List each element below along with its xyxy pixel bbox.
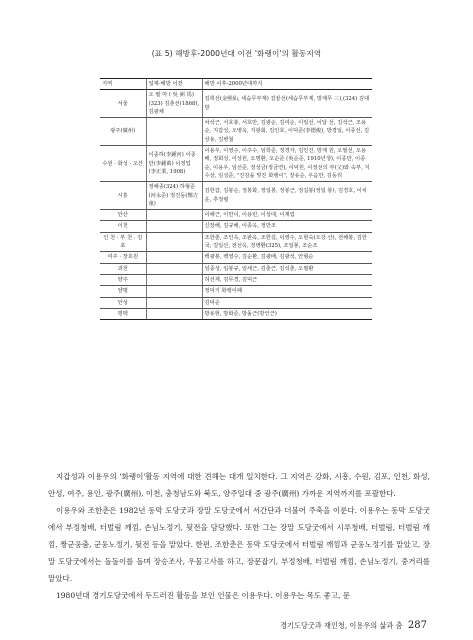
table-header-row	[100, 79, 372, 90]
running-title: 경기도당굿과 재인청, 이용우의 삶과 춤	[280, 621, 403, 630]
after-cell: 이용우, 이영수, 이주수, 임학준, 정경자, 김인진, 방계 원, 오필선, 오용배, 정회성, 이상원, 오명환, 오순준 (吳순준, 1910년생), 이종만, 이종순, 이용우, 임선준, 정성금(정금연), 이덕원, 이정선의 부(父)와 숙부, 지 수상, 임성준, "진감을 빚진 화랭이", 장유순, 우음만, 김동리	[202, 146, 372, 182]
table-row	[100, 252, 372, 263]
before-cell	[146, 263, 202, 274]
before-cell	[146, 286, 202, 297]
before-cell	[146, 232, 202, 252]
after-cell: 김덕순	[202, 297, 372, 308]
table-row	[100, 308, 372, 319]
region-cell: 서울	[100, 90, 146, 118]
before-cell: 오 필 마 ( 吳 弼 馬)(323) 김춘선(1868), 김광채	[146, 90, 202, 118]
before-cell	[146, 297, 202, 308]
before-cell: 이종하(李鍾河) 이종만(李鍾萬) 이정업 (李正業, 1908)	[146, 146, 202, 182]
region-cell: 여주 · 장호원	[100, 252, 146, 263]
page-number: 287	[407, 620, 427, 631]
table-row	[100, 274, 372, 285]
table-caption: (표 5) 해방후-2000년대 이전 '화랭이'의 활동지역	[151, 49, 322, 58]
before-cell	[146, 308, 202, 319]
body-text	[48, 468, 430, 604]
table-row	[100, 146, 372, 182]
region-cell: 인 천 · 부 천 · 김포	[100, 232, 146, 252]
table-row	[100, 182, 372, 210]
paragraph: 이용우와 조한춘은 1982년 동막 도당굿과 장말 도당굿에서 서간단과 더불어 주축을 이룬다. 이용우는 동막 도당굿에서 부정청배, 터벌림 깨낌, 손님노정기, 뒷전을 담당했다. 또한 그는 장말 도당굿에서 시루청배, 터벌림, 터벌림 깨낌, 짱군웅춤, 군웅노정기, 뒷전 등을 맡았다. 한편, 조한춘은 동막 도당굿에서 터벌림 깨낌과 군웅노정기를 맡았고, 장말 도당굿에서는 돌돌이를 돌며 장승조사, 우물고사를 하고, 장문잡기, 부정청배, 터벌림 깨낌, 손님노정기, 중거리를 맡았다.	[48, 506, 430, 583]
before-cell	[146, 252, 202, 263]
after-cell: 임종성, 임봉규, 임세근, 김춘근, 김석춘, 오필환	[202, 263, 372, 274]
region-cell: 평택	[100, 308, 146, 319]
after-cell: 백광봉, 백영수, 김순환, 김광배, 김광석, 안형순	[202, 252, 372, 263]
region-cell: 이천	[100, 221, 146, 232]
before-cell: 정해종(324) 하형준(河永준) 정진동(鄭吉童)	[146, 182, 202, 210]
after-cell: 차석근, 서호봉, 서호만, 김광순, 김여순, 이일선, 이달 선, 김석근, 조용순, 지갑성, 오병옥, 지광회, 김인호, 이덕준(李德俊), 방경일, 이종선, 김상용, 김병철	[202, 118, 372, 146]
after-cell: 조한춘, 조인옥, 조판옥, 조한길, 이영수, 오현숙(오강 산), 전해봉, 김한국, 김일산, 전선옥, 정병환(325), 조일봉, 조순조	[202, 232, 372, 252]
before-cell	[146, 210, 202, 221]
region-cell: 수원 · 화성 · 오산	[100, 146, 146, 182]
before-cell	[146, 118, 202, 146]
after-cell: 정덕기 화랭이패	[202, 286, 372, 297]
after-cell: 허선재, 김무경, 김덕근	[202, 274, 372, 285]
table-row	[100, 263, 372, 274]
table-row	[100, 232, 372, 252]
table-row	[100, 286, 372, 297]
paragraph: 1980년대 경기도당굿에서 두드러진 활동을 보인 인물은 이용우다. 이용우는 목도 좋고, 문	[56, 591, 351, 600]
page-footer	[280, 620, 427, 631]
region-cell: 양평	[100, 286, 146, 297]
before-cell	[146, 221, 202, 232]
after-cell: 이해근, 이만이, 이용빈, 이성대, 이재업	[202, 210, 372, 221]
table-row	[100, 297, 372, 308]
after-cell: 신장해, 김규해, 이종옥, 정만조	[202, 221, 372, 232]
region-cell: 광주(廣州)	[100, 118, 146, 146]
region-cell: 안성	[100, 297, 146, 308]
table-row	[100, 221, 372, 232]
region-cell: 과천	[100, 263, 146, 274]
after-cell: 김한갑, 김봉순, 정봉화, 정일봉, 정봉근, 정길봉(정일 봉), 김경호, 이치운, 추정렬	[202, 182, 372, 210]
after-cell: 방용현, 방화준, 방돌근(방인근)	[202, 308, 372, 319]
header-region: 지역	[100, 79, 146, 90]
region-cell: 양주	[100, 274, 146, 285]
table-row	[100, 210, 372, 221]
activity-area-table	[100, 78, 372, 320]
region-cell: 시흥	[100, 182, 146, 210]
region-cell: 안산	[100, 210, 146, 221]
table-row	[100, 90, 372, 118]
header-before-liberation: 일제-해방 이전	[146, 79, 202, 90]
header-after-liberation: 해방 이후-2000년대까지	[202, 79, 372, 90]
after-cell: 김희선(金熙仙, 세습무부계) 김끝선(세습무부계, 방재무 三),(324) 김대방	[202, 90, 372, 118]
table-row	[100, 118, 372, 146]
paragraph: 지갑성과 이용우의 '화랭이'활동 지역에 대한 견해는 대개 일치한다. 그 지역은 강화, 시흥, 수원, 김포, 인천, 화성, 안성, 여주, 용인, 광주(廣州), 이천, 충청남도와 북도, 양주일대 중 광주(廣州) 가까운 지역까지를 포괄한다.	[48, 472, 430, 498]
before-cell	[146, 274, 202, 285]
